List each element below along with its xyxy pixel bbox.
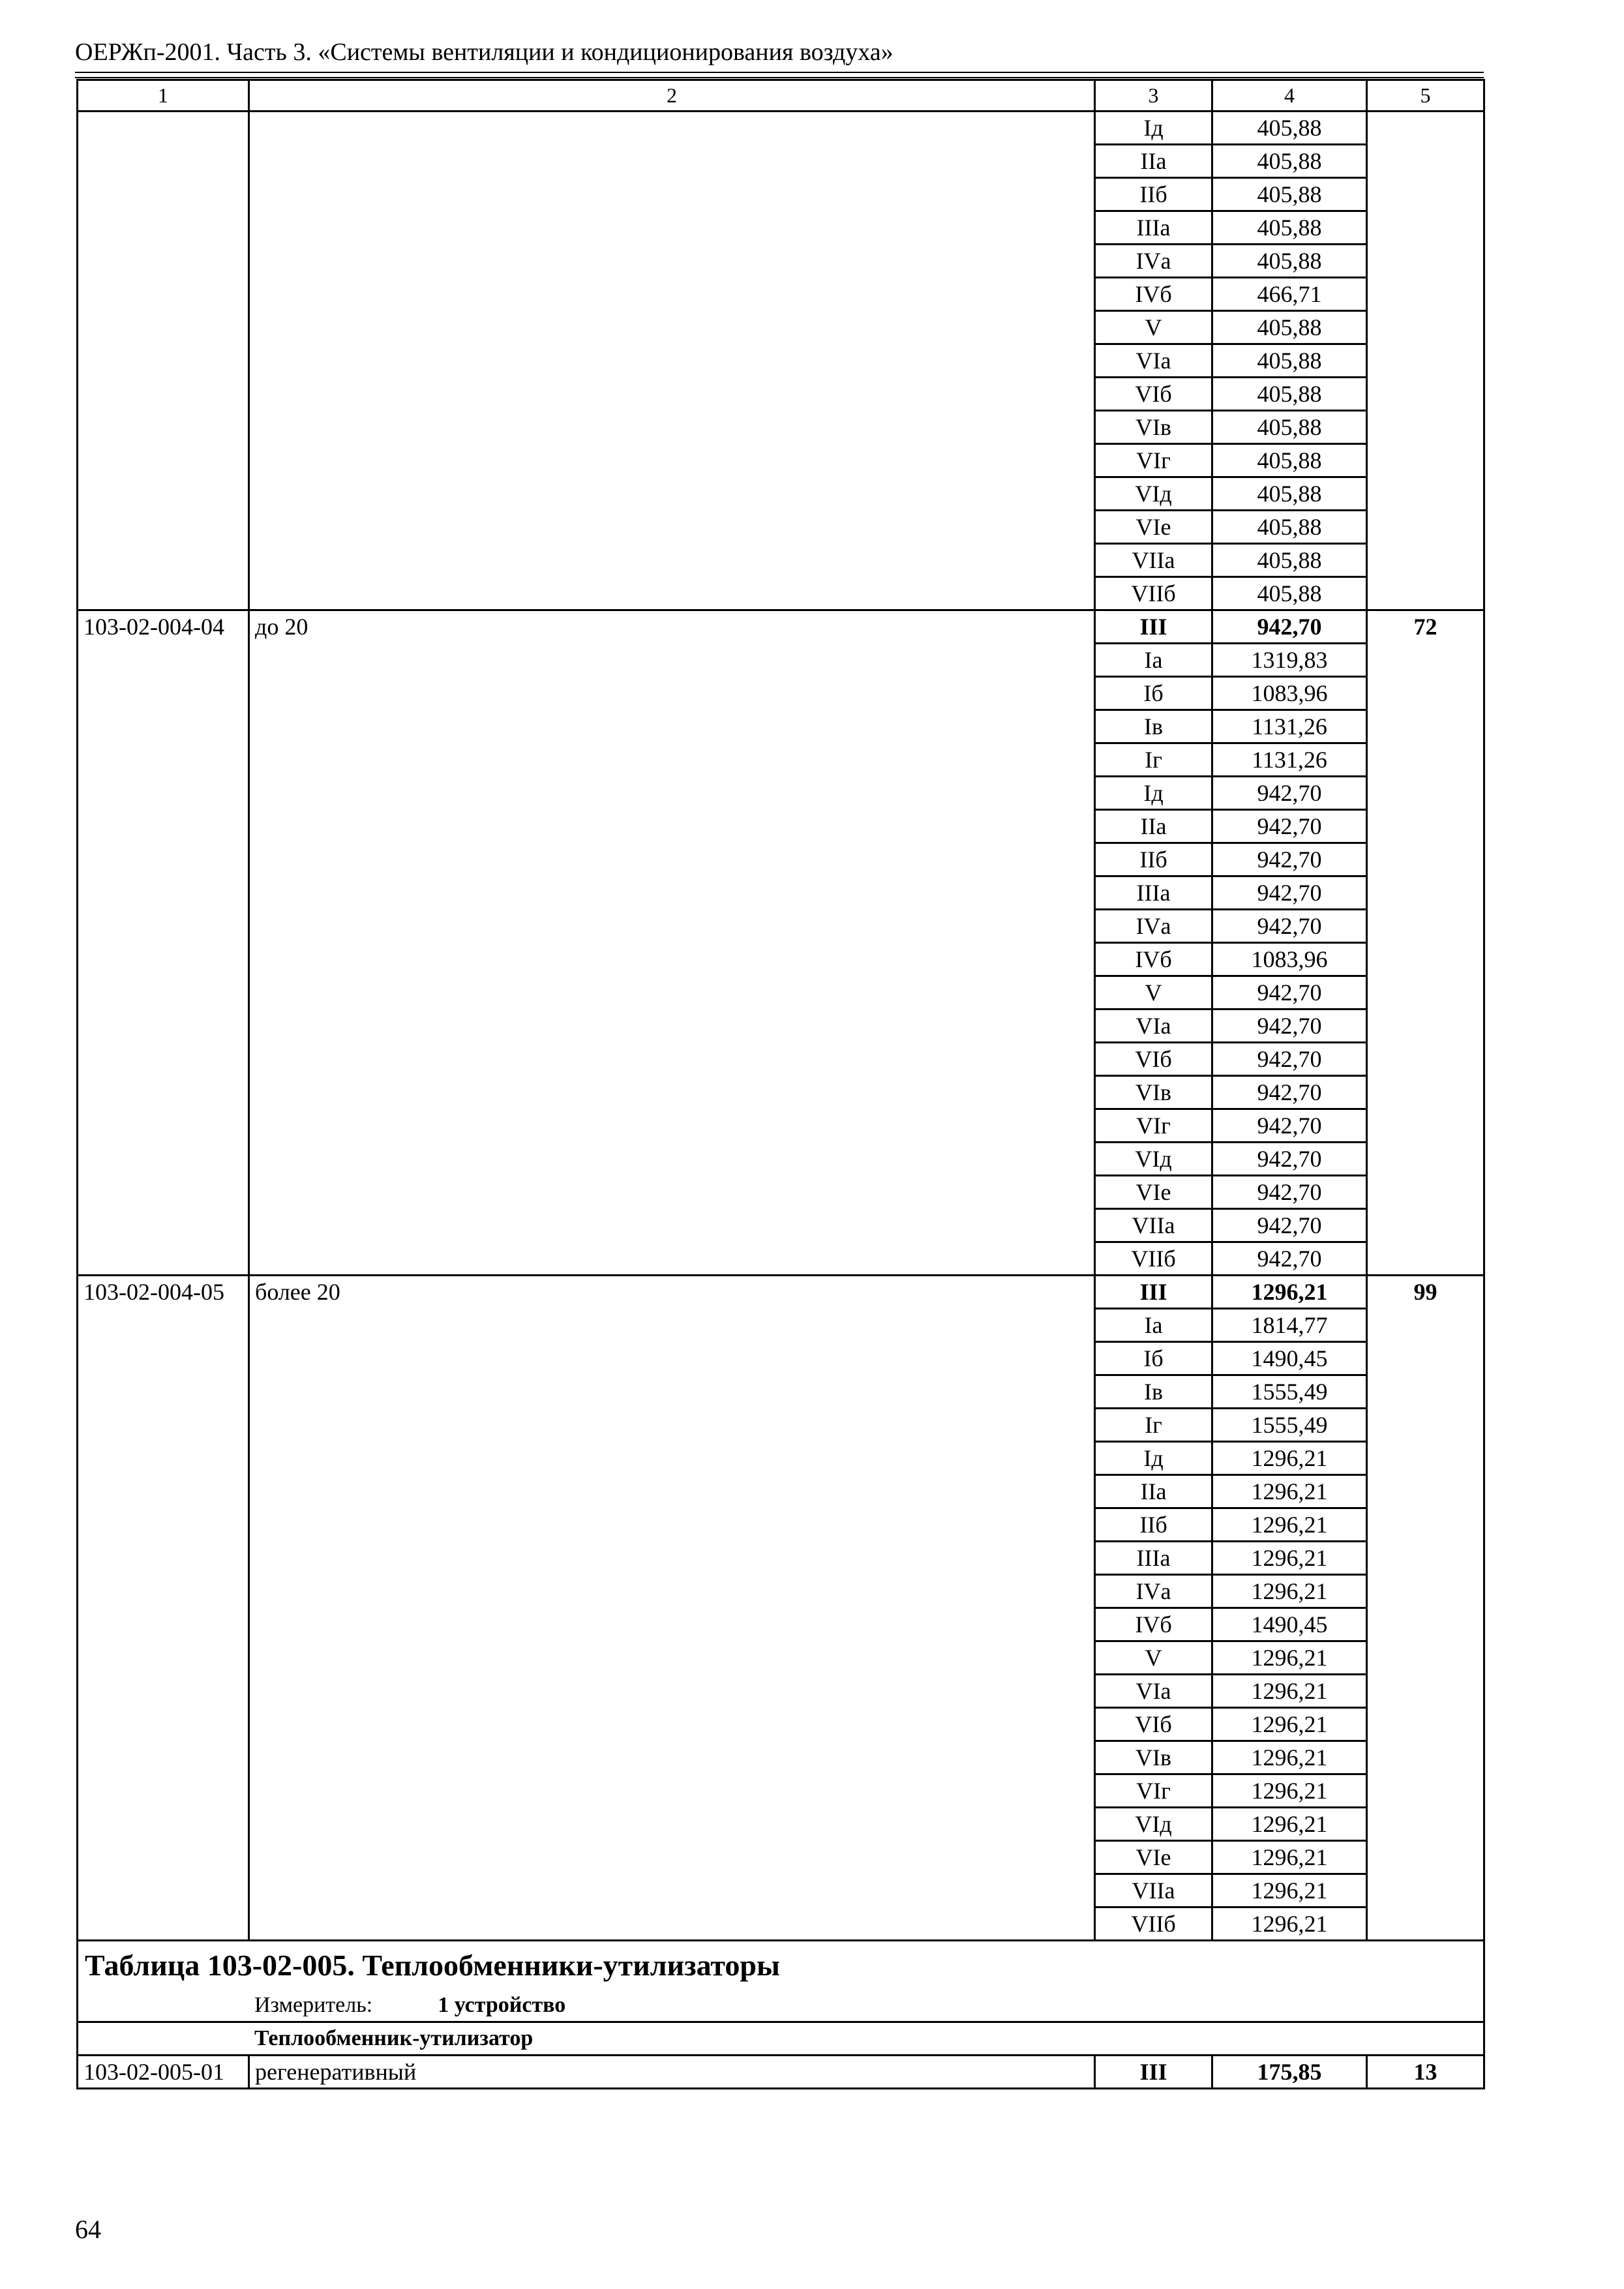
price-cell: 405,88 bbox=[1212, 411, 1367, 444]
measure-cell bbox=[78, 1990, 1484, 2022]
zone-cell: Iа bbox=[1095, 644, 1212, 677]
price-cell: 405,88 bbox=[1212, 112, 1367, 145]
table-row bbox=[78, 610, 1484, 644]
zone-cell: VIа bbox=[1095, 1675, 1212, 1708]
zone-cell: Iд bbox=[1095, 1442, 1212, 1475]
table-title: Таблица 103-02-005. Теплообменники-утилизаторы bbox=[78, 1941, 1484, 1990]
zone-cell: IIIа bbox=[1095, 876, 1212, 910]
zone-cell: Iа bbox=[1095, 1309, 1212, 1342]
measure-label: Измеритель: bbox=[254, 1993, 373, 2017]
price-cell: 466,71 bbox=[1212, 278, 1367, 311]
header-rule-secondary bbox=[75, 77, 1484, 78]
zone-cell: VIг bbox=[1095, 1109, 1212, 1143]
norm-cell: 72 bbox=[1367, 610, 1484, 1276]
zone-cell: Iд bbox=[1095, 112, 1212, 145]
page-number: 64 bbox=[75, 2215, 101, 2244]
price-cell: 1296,21 bbox=[1212, 1641, 1367, 1675]
measure-value: 1 устройство bbox=[438, 1993, 566, 2017]
zone-cell: Iб bbox=[1095, 677, 1212, 710]
price-cell: 1490,45 bbox=[1212, 1342, 1367, 1375]
item-description-cell bbox=[249, 112, 1095, 610]
zone-cell: VIв bbox=[1095, 411, 1212, 444]
zone-cell: Iв bbox=[1095, 1375, 1212, 1409]
zone-cell: IVб bbox=[1095, 278, 1212, 311]
price-cell: 942,70 bbox=[1212, 1176, 1367, 1209]
zone-cell: V bbox=[1095, 1641, 1212, 1675]
price-cell: 942,70 bbox=[1212, 1076, 1367, 1109]
price-cell: 942,70 bbox=[1212, 910, 1367, 943]
norm-cell bbox=[1367, 112, 1484, 610]
zone-cell: Iг bbox=[1095, 743, 1212, 777]
zone-cell: III bbox=[1095, 1276, 1212, 1309]
zone-cell: VIг bbox=[1095, 1774, 1212, 1808]
zone-cell: VIд bbox=[1095, 1808, 1212, 1841]
price-cell: 405,88 bbox=[1212, 145, 1367, 178]
price-cell: 1296,21 bbox=[1212, 1808, 1367, 1841]
price-cell: 942,70 bbox=[1212, 1242, 1367, 1276]
column-number: 2 bbox=[249, 80, 1095, 112]
zone-cell: VIе bbox=[1095, 1841, 1212, 1874]
zone-cell: IIа bbox=[1095, 1475, 1212, 1508]
price-cell: 405,88 bbox=[1212, 511, 1367, 544]
zone-cell: VIе bbox=[1095, 1176, 1212, 1209]
page-header: ОЕРЖп-2001. Часть 3. «Системы вентиляции и кондиционирования воздуха» bbox=[75, 38, 894, 66]
zone-cell: IIб bbox=[1095, 843, 1212, 876]
zone-cell: IVб bbox=[1095, 943, 1212, 976]
zone-cell: V bbox=[1095, 311, 1212, 344]
zone-cell: IVб bbox=[1095, 1608, 1212, 1641]
price-cell: 1296,21 bbox=[1212, 1276, 1367, 1309]
group-title: Теплообменник-утилизатор bbox=[78, 2022, 1484, 2056]
price-cell: 1555,49 bbox=[1212, 1409, 1367, 1442]
price-cell: 1296,21 bbox=[1212, 1575, 1367, 1608]
zone-cell: VIIб bbox=[1095, 1242, 1212, 1276]
item-code-cell bbox=[78, 112, 249, 610]
price-cell: 1296,21 bbox=[1212, 1774, 1367, 1808]
price-cell: 405,88 bbox=[1212, 178, 1367, 211]
price-cell: 1296,21 bbox=[1212, 1841, 1367, 1874]
zone-cell: VIд bbox=[1095, 477, 1212, 511]
price-cell: 405,88 bbox=[1212, 311, 1367, 344]
zone-cell: VIд bbox=[1095, 1143, 1212, 1176]
group-row bbox=[78, 2022, 1484, 2056]
price-cell: 942,70 bbox=[1212, 843, 1367, 876]
column-number: 1 bbox=[78, 80, 249, 112]
zone-cell: VIа bbox=[1095, 344, 1212, 378]
norm-cell: 13 bbox=[1367, 2056, 1484, 2089]
zone-cell: Iв bbox=[1095, 710, 1212, 743]
zone-cell: IIб bbox=[1095, 178, 1212, 211]
price-cell: 175,85 bbox=[1212, 2056, 1367, 2089]
zone-cell: VIа bbox=[1095, 1010, 1212, 1043]
zone-cell: VIIа bbox=[1095, 1209, 1212, 1242]
zone-cell: VIе bbox=[1095, 511, 1212, 544]
item-code: 103-02-004-05 bbox=[78, 1276, 249, 1941]
price-cell: 1490,45 bbox=[1212, 1608, 1367, 1641]
zone-cell: VIб bbox=[1095, 1043, 1212, 1076]
zone-cell: III bbox=[1095, 2056, 1212, 2089]
price-cell: 942,70 bbox=[1212, 1209, 1367, 1242]
zone-cell: IIа bbox=[1095, 145, 1212, 178]
zone-cell: Iб bbox=[1095, 1342, 1212, 1375]
price-cell: 1555,49 bbox=[1212, 1375, 1367, 1409]
zone-cell: VIв bbox=[1095, 1076, 1212, 1109]
price-cell: 405,88 bbox=[1212, 444, 1367, 477]
column-number: 4 bbox=[1212, 80, 1367, 112]
price-cell: 1131,26 bbox=[1212, 710, 1367, 743]
zone-cell: VIб bbox=[1095, 378, 1212, 411]
zone-cell: V bbox=[1095, 976, 1212, 1010]
price-cell: 405,88 bbox=[1212, 245, 1367, 278]
column-number-row bbox=[78, 80, 1484, 112]
table-row bbox=[78, 1276, 1484, 1309]
zone-cell: VIIа bbox=[1095, 544, 1212, 577]
zone-cell: III bbox=[1095, 610, 1212, 644]
zone-cell: IIа bbox=[1095, 810, 1212, 843]
price-cell: 1296,21 bbox=[1212, 1741, 1367, 1774]
zone-cell: VIIа bbox=[1095, 1874, 1212, 1908]
price-cell: 942,70 bbox=[1212, 876, 1367, 910]
price-cell: 1296,21 bbox=[1212, 1475, 1367, 1508]
zone-cell: IIIа bbox=[1095, 1542, 1212, 1575]
zone-cell: VIIб bbox=[1095, 577, 1212, 610]
item-description: регенеративный bbox=[249, 2056, 1095, 2089]
price-cell: 1296,21 bbox=[1212, 1874, 1367, 1908]
item-code: 103-02-004-04 bbox=[78, 610, 249, 1276]
item-description: до 20 bbox=[249, 610, 1095, 1276]
zone-cell: IVа bbox=[1095, 245, 1212, 278]
price-cell: 1296,21 bbox=[1212, 1675, 1367, 1708]
column-number: 3 bbox=[1095, 80, 1212, 112]
price-cell: 942,70 bbox=[1212, 1109, 1367, 1143]
price-cell: 405,88 bbox=[1212, 477, 1367, 511]
price-cell: 1296,21 bbox=[1212, 1708, 1367, 1741]
price-cell: 405,88 bbox=[1212, 211, 1367, 245]
price-cell: 1131,26 bbox=[1212, 743, 1367, 777]
zone-cell: VIв bbox=[1095, 1741, 1212, 1774]
price-cell: 942,70 bbox=[1212, 810, 1367, 843]
header-rule bbox=[75, 72, 1484, 73]
price-cell: 1814,77 bbox=[1212, 1309, 1367, 1342]
table-title-row bbox=[78, 1941, 1484, 1990]
price-cell: 405,88 bbox=[1212, 577, 1367, 610]
zone-cell: IIб bbox=[1095, 1508, 1212, 1542]
price-cell: 942,70 bbox=[1212, 610, 1367, 644]
price-cell: 1296,21 bbox=[1212, 1442, 1367, 1475]
price-cell: 405,88 bbox=[1212, 544, 1367, 577]
price-cell: 1296,21 bbox=[1212, 1508, 1367, 1542]
price-cell: 405,88 bbox=[1212, 378, 1367, 411]
norm-cell: 99 bbox=[1367, 1276, 1484, 1941]
price-cell: 1296,21 bbox=[1212, 1908, 1367, 1941]
price-cell: 1083,96 bbox=[1212, 677, 1367, 710]
price-table bbox=[76, 79, 1485, 2089]
price-cell: 1296,21 bbox=[1212, 1542, 1367, 1575]
price-cell: 942,70 bbox=[1212, 1143, 1367, 1176]
zone-cell: Iд bbox=[1095, 777, 1212, 810]
item-description: более 20 bbox=[249, 1276, 1095, 1941]
measure-row bbox=[78, 1990, 1484, 2022]
table-row bbox=[78, 112, 1484, 145]
zone-cell: IVа bbox=[1095, 1575, 1212, 1608]
zone-cell: Iг bbox=[1095, 1409, 1212, 1442]
price-cell: 942,70 bbox=[1212, 1043, 1367, 1076]
zone-cell: IVа bbox=[1095, 910, 1212, 943]
zone-cell: IIIа bbox=[1095, 211, 1212, 245]
item-code: 103-02-005-01 bbox=[78, 2056, 249, 2089]
price-cell: 942,70 bbox=[1212, 976, 1367, 1010]
price-cell: 1319,83 bbox=[1212, 644, 1367, 677]
column-number: 5 bbox=[1367, 80, 1484, 112]
zone-cell: VIб bbox=[1095, 1708, 1212, 1741]
price-cell: 942,70 bbox=[1212, 777, 1367, 810]
zone-cell: VIг bbox=[1095, 444, 1212, 477]
price-cell: 1083,96 bbox=[1212, 943, 1367, 976]
price-cell: 405,88 bbox=[1212, 344, 1367, 378]
price-cell: 942,70 bbox=[1212, 1010, 1367, 1043]
zone-cell: VIIб bbox=[1095, 1908, 1212, 1941]
table-row bbox=[78, 2056, 1484, 2089]
